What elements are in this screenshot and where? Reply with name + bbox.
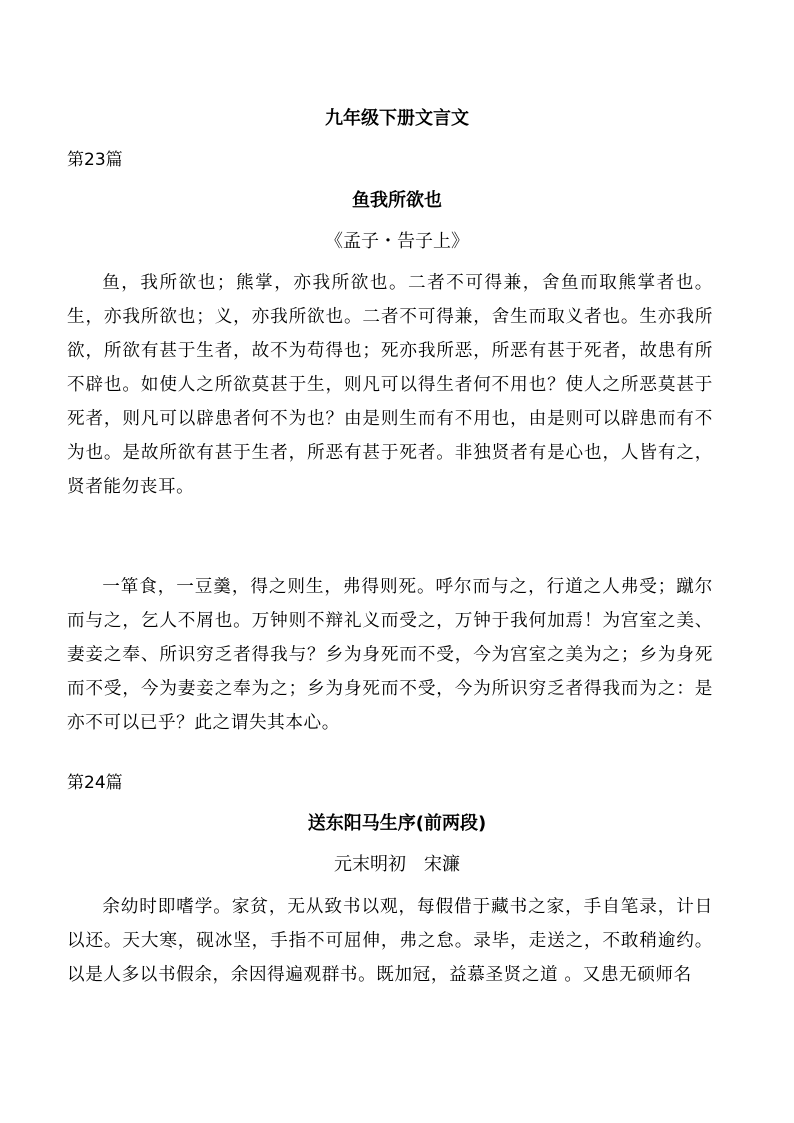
section-title-24: 送东阳马生序(前两段) [307, 813, 487, 834]
document-title: 九年级下册文言文 [325, 108, 469, 129]
paragraph-24-1: 余幼时即嗜学。家贫，无从致书以观，每假借于藏书之家，手自笔录，计日以还。天大寒，砚冰坚，手指不可屈伸，弗之怠。录毕，走送之，不敢稍逾约。以是人多以书假余，余因得遍观群书。既加冠，益慕圣贤之道 。又患无硕师名 [67, 897, 713, 985]
section-title-23: 鱼我所欲也 [352, 190, 442, 211]
chapter-label-24: 第24篇 [67, 773, 123, 793]
paragraph-23-1: 鱼，我所欲也；熊掌，亦我所欲也。二者不可得兼，舍鱼而取熊掌者也。生，亦我所欲也；义，亦我所欲也。二者不可得兼，舍生而取义者也。生亦我所欲，所欲有甚于生者，故不为苟得也；死亦我所恶，所恶有甚于死者，故患有所不辟也。如使人之所欲莫甚于生，则凡可以得生者何不用也？使人之所恶莫甚于死者，则凡可以辟患者何不为也？由是则生而有不用也，由是则可以辟患而有不为也。是故所欲有甚于生者，所恶有甚于死者。非独贤者有是心也，人皆有之，贤者能勿丧耳。 [67, 273, 713, 497]
section-author-24: 元末明初 宋濂 [334, 854, 460, 875]
paragraph-23-2: 一箪食，一豆羹，得之则生，弗得则死。呼尔而与之，行道之人弗受；蹴尔而与之，乞人不屑也。万钟则不辩礼义而受之，万钟于我何加焉！为宫室之美、妻妾之奉、所识穷乏者得我与？乡为身死而不受，今为宫室之美为之；乡为身死而不受，今为妻妾之奉为之；乡为身死而不受，今为所识穷乏者得我而为之：是亦不可以已乎？此之谓失其本心。 [67, 577, 713, 733]
section-author-23: 《孟子・告子上》 [325, 231, 469, 252]
chapter-label-23: 第23篇 [67, 150, 123, 170]
